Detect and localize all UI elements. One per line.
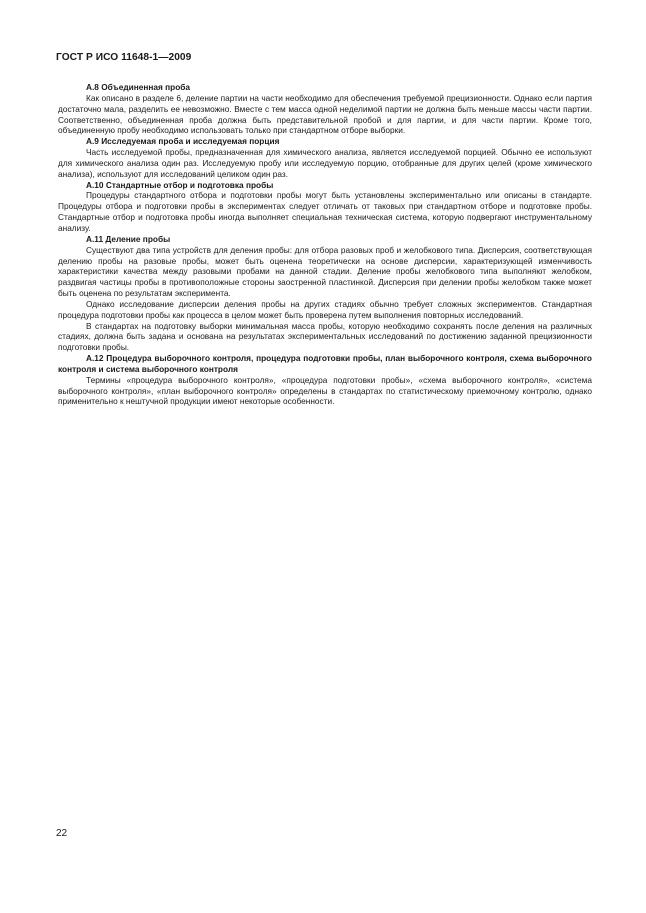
section-paragraph: Процедуры стандартного отбора и подготовки пробы могут быть установлены экспериментально или описаны в стандарте. Процедуры отбора и подготовки пробы в экспериментах следует отличать от таковых при стандартном отборе и подготовке пробы. Стандартные отбор и подготовка пробы иногда выполняет специальная техническая система, которую подвергают инструментальному анализу. — [58, 190, 592, 233]
section-paragraph: Существуют два типа устройств для деления пробы: для отбора разовых проб и желобкового типа. Дисперсия, соответствующая делению пробы на разовые пробы, может быть оценена теоретически на основе дисперсии, характеризующей изменчивость характеристики качества между разовыми пробами на данной стадии. Деление пробы желобкового типа выполняют желобком, раздвигая частицы пробы в противоположные стороны заостренной пластинкой. Дисперсия при делении пробы желобком также может быть оценена по результатам эксперимента. — [58, 244, 592, 299]
page-number: 22 — [56, 828, 68, 839]
section-paragraph: Однако исследование дисперсии деления пробы на других стадиях обычно требует сложных экспериментов. Стандартная процедура подготовки пробы как процесса в целом может быть проверена путем выполнения повторных исследований. — [58, 298, 592, 320]
section-paragraph: Часть исследуемой пробы, предназначенная для химического анализа, является исследуемой порцией. Обычно ее используют для химического анализа один раз. Исследуемую пробу или исследуемую порцию, отобранные для других целей (кроме химического анализа), используют для исследований целиком один раз. — [58, 147, 592, 179]
section-heading: А.12 Процедура выборочного контроля, процедура подготовки пробы, план выборочного контроля, схема выборочного контроля и система выборочного контроля — [58, 353, 592, 374]
section-heading: А.8 Объединенная проба — [86, 82, 191, 92]
section-heading: А.11 Деление пробы — [86, 233, 171, 244]
section-heading: А.10 Стандартные отбор и подготовка пробы — [86, 179, 274, 190]
section-heading: А.9 Исследуемая проба и исследуемая порция — [86, 136, 280, 147]
section-paragraph: Термины «процедура выборочного контроля», «процедура подготовки пробы», «схема выборочного контроля», «система выборочного контроля», «план выборочного контроля» определены в стандартах по статистическому приемочному контролю, однако применительно к нештучной продукции имеют некоторые особенности. — [58, 374, 592, 407]
section-paragraph: В стандартах на подготовку выборки минимальная масса пробы, которую необходимо сохранять после деления на различных стадиях, должна быть задана и основана на результатах экспериментальных исследований по достижению заданной прецизионности подготовки пробы. — [58, 320, 592, 353]
section-paragraph: Как описано в разделе 6, деление партии на части необходимо для обеспечения требуемой прецизионности. Однако если партия достаточно мала, разделить ее невозможно. Вместе с тем масса одной неделимой партии не должна быть меньше массы части партии. Соответственно, объединенная проба должна быть представительной пробой и для партии, и для части партии. Кроме того, объединенную пробу необходимо использовать только при стандартном отборе выборки. — [58, 92, 592, 136]
document-body — [58, 82, 592, 407]
document-header: ГОСТ Р ИСО 11648-1—2009 — [56, 52, 192, 63]
